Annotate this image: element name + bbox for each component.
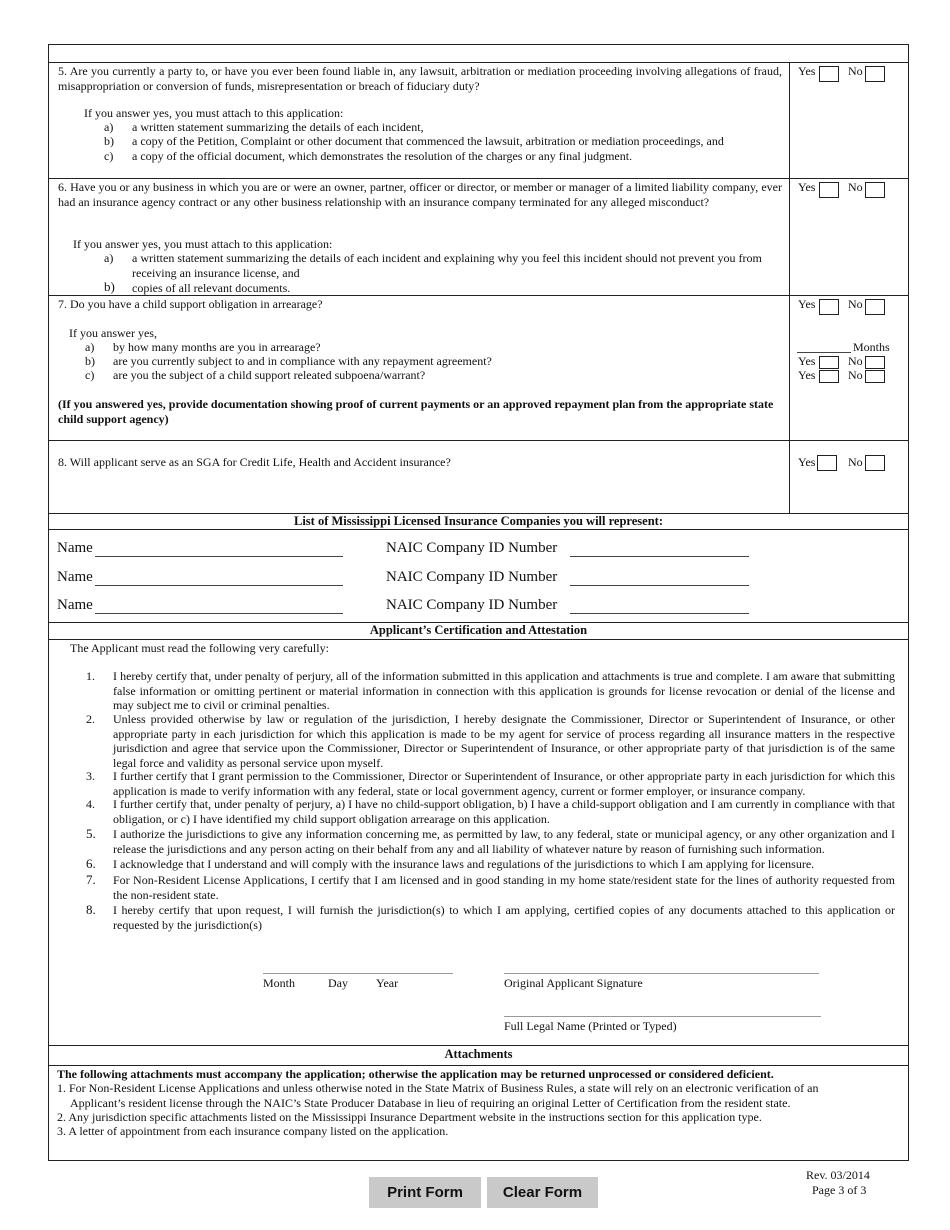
clear-form-button[interactable]: Clear Form <box>487 1177 598 1208</box>
date-year-label: Year <box>376 976 399 990</box>
q7-item-text: are you the subject of a child support releated subpoena/warrant? <box>113 368 426 382</box>
certification-heading: Applicant’s Certification and Attestation <box>369 623 588 637</box>
q7b-yes-label: Yes <box>798 354 816 368</box>
cert-item-number: 4. <box>86 797 95 811</box>
q6-item-text: a written statement summarizing the details of each incident and explaining why you feel this incident should not prevent you from receiving an insurance license, and <box>132 251 762 280</box>
q8-yes-label: Yes <box>798 455 816 469</box>
divider <box>48 1065 909 1066</box>
q5-no-label: No <box>848 64 863 78</box>
q7-item-letter: a) <box>85 340 95 354</box>
company-name-input[interactable] <box>95 585 343 586</box>
q6-item-letter: a) <box>104 251 114 265</box>
divider <box>48 440 909 441</box>
q5-item-letter: b) <box>104 134 114 148</box>
q6-question: 6. Have you or any business in which you are or were an owner, partner, officer or director, or member or manager of a limited liability company, ever had an insurance agency contract or any other business relationship with an insurance company terminated for any alleged misconduct? <box>58 180 782 209</box>
q7-item-letter: c) <box>85 368 95 382</box>
divider <box>48 529 909 530</box>
q5-item-text: a copy of the official document, which demonstrates the resolution of the charges or any final judgment. <box>132 149 633 163</box>
cert-item-number: 7. <box>86 872 96 887</box>
q5-no-checkbox[interactable] <box>865 66 885 82</box>
q6-no-checkbox[interactable] <box>865 182 885 198</box>
cert-item-text: I hereby certify that upon request, I will furnish the jurisdiction(s) to which I am applying, certified copies of any documents attached to this application or requested by the jurisdiction(s) <box>113 903 895 932</box>
attachment-item: 2. Any jurisdiction specific attachments listed on the Mississippi Insurance Department website in the instructions section for this application type. <box>57 1110 762 1124</box>
company-naic-label: NAIC Company ID Number <box>386 569 558 585</box>
cert-item-text: I further certify that I grant permission to the Commissioner, Director or Superintendent of Insurance, or other appropriate party in each jurisdiction for which this application is made to verify information with any federal, state or local government agency, current or former employer, or insurance company. <box>113 769 895 798</box>
q7b-no-label: No <box>848 354 863 368</box>
company-naic-input[interactable] <box>570 585 749 586</box>
date-input[interactable] <box>263 973 453 974</box>
q5-item-letter: a) <box>104 120 114 134</box>
date-month-label: Month <box>263 976 296 990</box>
company-naic-input[interactable] <box>570 613 749 614</box>
q8-no-checkbox[interactable] <box>865 455 885 471</box>
cert-item-text: For Non-Resident License Applications, I certify that I am licensed and in good standing in my home state/resident state for the lines of authority requested from the non-resident state. <box>113 873 895 902</box>
revision-text: Rev. 03/2014 <box>806 1168 870 1182</box>
q5-item-text: a copy of the Petition, Complaint or other document that commenced the lawsuit, arbitration or mediation proceedings, and <box>132 134 724 148</box>
cert-item-number: 3. <box>86 769 95 783</box>
q8-question: 8. Will applicant serve as an SGA for Credit Life, Health and Accident insurance? <box>58 455 451 469</box>
attachment-item: 3. A letter of appointment from each insurance company listed on the application. <box>57 1124 449 1138</box>
cert-item-number: 2. <box>86 712 95 726</box>
date-day-label: Day <box>328 976 348 990</box>
q5-item-text: a written statement summarizing the details of each incident, <box>132 120 424 134</box>
cert-item-number: 8. <box>86 902 96 917</box>
signature-label: Original Applicant Signature <box>504 976 643 990</box>
q7-yes-checkbox[interactable] <box>819 299 839 315</box>
q6-intro: If you answer yes, you must attach to this application: <box>73 237 333 251</box>
attachments-lead: The following attachments must accompany the application; otherwise the application may be returned unprocessed or considered deficient. <box>57 1067 774 1081</box>
q7c-no-checkbox[interactable] <box>865 370 885 383</box>
companies-heading: List of Mississippi Licensed Insurance Companies you will represent: <box>293 514 663 528</box>
divider <box>48 178 909 179</box>
q8-yes-checkbox[interactable] <box>817 455 837 471</box>
cert-item-text: I hereby certify that, under penalty of perjury, all of the information submitted in this application and attachments is true and complete. I am aware that submitting false information or omitting pertinent or material information in connection with this application is grounds for license revocation or denial of the license and may subject me to civil or criminal penalties. <box>113 669 895 712</box>
company-naic-label: NAIC Company ID Number <box>386 540 558 556</box>
cert-item-number: 5. <box>86 826 96 841</box>
cert-item-text: I further certify that, under penalty of perjury, a) I have no child-support obligation, b) I have a child-support obligation and I am currently in compliance with that obligation, or c) I have identified my child support obligation arrearage on this application. <box>113 797 895 826</box>
q6-yes-checkbox[interactable] <box>819 182 839 198</box>
attachments-heading: Attachments <box>444 1047 513 1061</box>
q7c-yes-label: Yes <box>798 368 816 382</box>
q7-yes-label: Yes <box>798 297 816 311</box>
cert-item-text: Unless provided otherwise by law or regulation of the jurisdiction, I hereby designate the Commissioner, Director or Superintendent of Insurance, or other appropriate party in each jurisdiction for which this application is made to be my agent for service of process regarding all insurance matters in the respective jurisdiction and agree that service upon the Commissioner, Director or Superintendent of Insurance, or other appropriate party of that jurisdiction is of the same legal force and validity as personal service upon myself. <box>113 712 895 770</box>
q7-note: (If you answered yes, provide documentation showing proof of current payments or an approved repayment plan from the appropriate state child support agency) <box>58 397 774 426</box>
company-naic-input[interactable] <box>570 556 749 557</box>
print-form-button[interactable]: Print Form <box>369 1177 481 1208</box>
q7-item-text: by how many months are you in arrearage? <box>113 340 321 354</box>
full-name-label: Full Legal Name (Printed or Typed) <box>504 1019 677 1033</box>
q7-intro: If you answer yes, <box>69 326 157 340</box>
company-name-label: Name <box>57 540 93 556</box>
q7-no-checkbox[interactable] <box>865 299 885 315</box>
q7-months-label: Months <box>853 340 890 354</box>
q7-item-text: are you currently subject to and in compliance with any repayment agreement? <box>113 354 492 368</box>
divider <box>48 1045 909 1046</box>
cert-item-text: I acknowledge that I understand and will comply with the insurance laws and regulations of the jurisdictions to which I am applying for licensure. <box>113 857 815 871</box>
q6-item-text: copies of all relevant documents. <box>132 281 291 295</box>
q7-months-input[interactable] <box>797 352 851 353</box>
q7b-no-checkbox[interactable] <box>865 356 885 369</box>
q6-yes-label: Yes <box>798 180 816 194</box>
page-number: Page 3 of 3 <box>812 1183 867 1197</box>
q7c-yes-checkbox[interactable] <box>819 370 839 383</box>
q5-question: 5. Are you currently a party to, or have you ever been found liable in, any lawsuit, arbitration or mediation proceeding involving allegations of fraud, misappropriation or conversion of funds, misrepresentation or breach of fiduciary duty? <box>58 64 782 93</box>
divider <box>48 639 909 640</box>
signature-input[interactable] <box>504 973 819 974</box>
q7c-no-label: No <box>848 368 863 382</box>
q7-item-letter: b) <box>85 354 95 368</box>
q5-yes-checkbox[interactable] <box>819 66 839 82</box>
answer-column-divider <box>789 62 790 513</box>
cert-item-number: 1. <box>86 669 95 683</box>
full-name-input[interactable] <box>504 1016 821 1017</box>
company-name-input[interactable] <box>95 556 343 557</box>
company-name-input[interactable] <box>95 613 343 614</box>
q7-question: 7. Do you have a child support obligation in arrearage? <box>58 297 323 311</box>
cert-item-text: I authorize the jurisdictions to give any information concerning me, as permitted by law, to any federal, state or municipal agency, or any other organization and I release the jurisdictions and any person acting on their behalf from any and all liability of whatever nature by reason of furnishing such information. <box>113 827 895 856</box>
q7-no-label: No <box>848 297 863 311</box>
q6-no-label: No <box>848 180 863 194</box>
cert-item-number: 6. <box>86 856 96 871</box>
company-name-label: Name <box>57 597 93 613</box>
certification-intro: The Applicant must read the following very carefully: <box>70 641 329 655</box>
q7b-yes-checkbox[interactable] <box>819 356 839 369</box>
attachment-item: 1. For Non-Resident License Applications and unless otherwise noted in the State Matrix of Business Rules, a state will rely on an electronic verification of an Applicant’s resident license through the NAIC’s State Producer Database in lieu of requiring an original Letter of Certification from the resident state. <box>57 1081 819 1110</box>
company-name-label: Name <box>57 569 93 585</box>
divider <box>48 62 909 63</box>
q5-intro: If you answer yes, you must attach to this application: <box>84 106 344 120</box>
q6-item-letter: b) <box>104 279 115 294</box>
q5-item-letter: c) <box>104 149 114 163</box>
q8-no-label: No <box>848 455 863 469</box>
company-naic-label: NAIC Company ID Number <box>386 597 558 613</box>
q5-yes-label: Yes <box>798 64 816 78</box>
